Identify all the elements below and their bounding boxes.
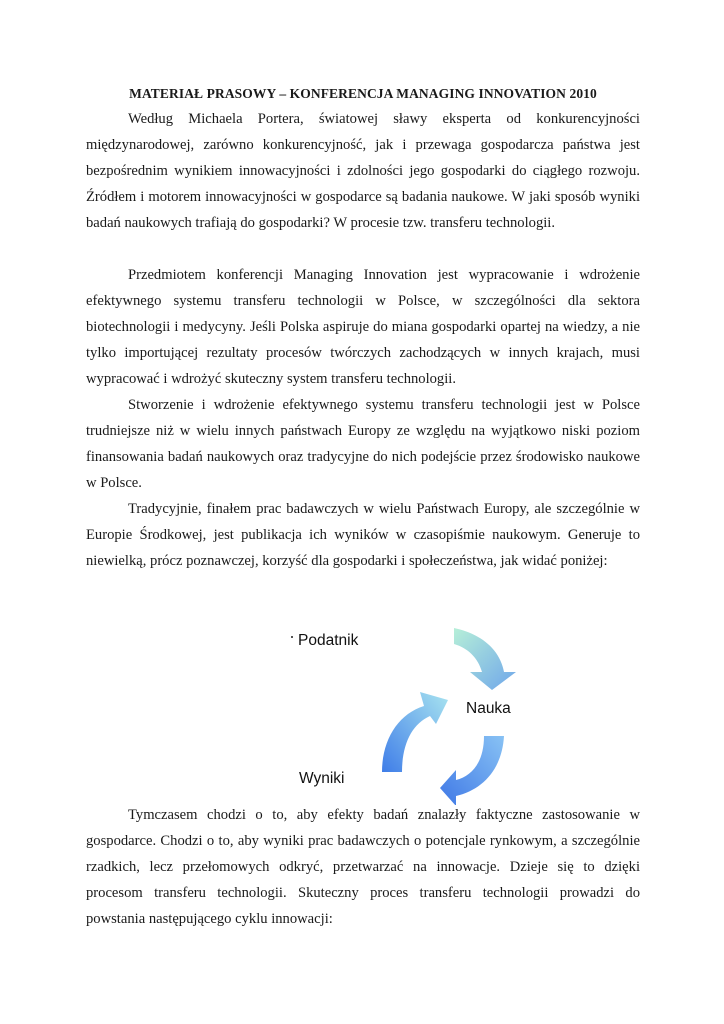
arrow-podatnik-to-nauka xyxy=(454,628,516,690)
paragraph-5: Tymczasem chodzi o to, aby efekty badań znalazły faktyczne zastosowanie w gospodarce. Chodzi o to, aby wyniki prac badawczych o potencjale rynkowym, a szczególnie rzadkich, lecz przełomowych odkryć, przetwarzać na innowacje. Dzieje się to dzięki procesom transferu technologii. Skuteczny proces transferu technologii prowadzi do powstania następującego cyklu innowacji: xyxy=(86,807,640,927)
label-nauka: Nauka xyxy=(466,700,511,717)
paragraph-1: Według Michaela Portera, światowej sławy eksperta od konkurencyjności międzynarodowej, zarówno konkurencyjność, jak i przewaga gospodarcza państwa jest bezpośrednim wynikiem innowacyjności i zdolności jego gospodarki do ciągłego rozwoju. Źródłem i motorem innowacyjności w gospodarce są badania naukowe. W jaki sposób wyniki badań naukowych trafiają do gospodarki? W procesie tzw. transferu technologii. xyxy=(86,111,640,231)
arrow-nauka-to-wyniki xyxy=(440,736,504,805)
label-wyniki: Wyniki xyxy=(299,770,345,787)
document-title: MATERIAŁ PRASOWY – KONFERENCJA MANAGING INNOVATION 2010 xyxy=(129,86,597,101)
paragraph-3: Stworzenie i wdrożenie efektywnego systemu transferu technologii jest w Polsce trudniejsze niż w wielu innych państwach Europy ze względu na wyjątkowo niski poziom finansowania badań naukowych oraz tradycyjne do nich podejście przez środowisko naukowe w Polsce. xyxy=(86,397,640,491)
cycle-diagram xyxy=(286,620,546,805)
diagram-tick-mark xyxy=(291,636,293,638)
paragraph-2: Przedmiotem konferencji Managing Innovation jest wypracowanie i wdrożenie efektywnego systemu transferu technologii w Polsce, w szczególności dla sektora biotechnologii i medycyny. Jeśli Polska aspiruje do miana gospodarki opartej na wiedzy, a nie tylko importującej rezultaty procesów twórczych zachodzących w innych krajach, musi wypracować i wdrożyć skuteczny system transferu technologii. xyxy=(86,267,640,387)
paragraph-4: Tradycyjnie, finałem prac badawczych w wielu Państwach Europy, ale szczególnie w Europie Środkowej, jest publikacja ich wyników w czasopiśmie naukowym. Generuje to niewielką, prócz poznawczej, korzyść dla gospodarki i społeczeństwa, jak widać poniżej: xyxy=(86,501,640,569)
label-podatnik: Podatnik xyxy=(298,632,359,649)
arrow-wyniki-to-nauka xyxy=(382,692,448,772)
